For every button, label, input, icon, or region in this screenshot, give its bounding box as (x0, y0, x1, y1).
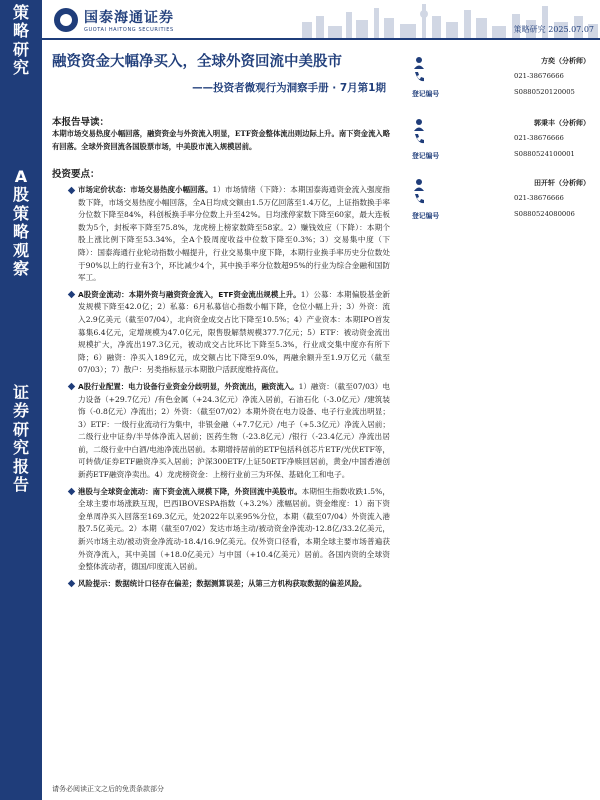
report-type: 策略研究 (513, 25, 546, 34)
side-char: 研 (12, 39, 29, 59)
summary-text: 本期市场交易热度小幅回落，融资资金与外资流入明显，ETF资金整体流出则边际上升。南下资金流入略有回落。全球外资回流各国股票市场，中美股市流入规模居前。 (52, 129, 390, 151)
point-item (52, 486, 390, 574)
analyst-phone: 021-38676666 (514, 72, 564, 80)
investment-points (52, 184, 390, 594)
diamond-bullet-icon (68, 186, 75, 193)
report-meta (514, 24, 594, 35)
risk-lead: 风险提示：数据统计口径存在偏差；数据测算误差； (78, 578, 248, 588)
risk-text: 从第三方机构获取数据的偏差风险。 (248, 578, 367, 588)
diamond-bullet-icon (68, 383, 75, 390)
analyst-reg-number: S0880524080006 (514, 210, 575, 218)
point-lead: A股行业配置：电力设备行业资金分歧明显，外资流出，融资流入。 (78, 381, 299, 391)
point-lead: A股资金流动：本期外资与融资资金流入，ETF资金流出规模上升。 (78, 289, 301, 299)
phone-icon (412, 132, 426, 146)
side-char: 略 (12, 222, 29, 242)
side-char: 券 (12, 401, 29, 421)
point-item (52, 289, 390, 377)
side-char: 究 (12, 438, 29, 458)
side-banner (0, 0, 42, 800)
summary-heading: 本报告导读： (52, 117, 110, 128)
side-char: 告 (12, 474, 29, 494)
analyst-phone: 021-38676666 (514, 134, 564, 142)
side-char: 策 (12, 3, 29, 22)
diamond-bullet-icon (68, 488, 75, 495)
diamond-bullet-icon (68, 291, 75, 298)
report-title: 融资资金大幅净买入，全球外资回流中美股市 (52, 54, 342, 70)
header-divider (42, 38, 600, 40)
report-date: 2025.07.07 (548, 25, 594, 34)
side-char: 证 (12, 383, 29, 402)
side-char: 察 (12, 258, 29, 278)
point-text: 1）市场情绪（下降）：本期国泰海通资金流入强度指数下降，市场交易热度小幅回落，全A日均成交额由1.5万亿回落至1.4万亿，上证指数换手率分位数下降至84%，科创板换手率分位数上升至42%。日均涨停家数下降至60家，最大连板数为5个，封板率下降至75.8%，龙虎榜上榜家数降至58家。2）赚钱效应（下降）：本期个股上涨比例下降至53.34%，全A个股周度收益中位数下降至0.3%；3）交易集中度（下降）：国泰海通行业轮动指数小幅提升，行业交易集中度下降，本期行业换手率历史分位数处于90%以上的行业有3个，环比减少4个，其中换手率分位数超95%的行业为综合金融和国防军工。 (78, 185, 390, 283)
phone-icon (412, 192, 426, 206)
side-char: 报 (12, 456, 29, 476)
side-char: 股 (12, 185, 29, 205)
analyst-reg-number: S0880520120005 (514, 88, 575, 96)
analyst-card (404, 52, 594, 102)
side-char: A (14, 167, 28, 186)
side-char: 研 (12, 419, 29, 439)
phone-icon (412, 70, 426, 84)
side-char: 策 (12, 203, 29, 223)
side-char: 略 (12, 21, 29, 41)
analyst-card (404, 174, 594, 224)
points-heading: 投资要点： (52, 169, 100, 180)
analyst-name: 田开轩（分析师） (534, 179, 590, 187)
diamond-bullet-icon (68, 580, 75, 587)
logo-name-en: GUOTAI HAITONG SECURITIES (84, 27, 174, 33)
side-char: 究 (12, 58, 29, 78)
analyst-reg-label: 登记编号 (412, 212, 440, 220)
point-text: 1）融资：（截至07/03）电力设备（+29.7亿元）/有色金属（+24.3亿元）净流入居前，石油石化（-3.0亿元）/建筑装饰（-0.8亿元）净流出；2）外资：（截至07/02）本期外资在电力设备、电子行业流出明显；3）ETF：一级行业流动行为集中，非银金融（+7.7亿元）/电子（+5.3亿元）净流入居前；二级行业中证券/半导体净流入居前；医药生物（-23.8亿元）/银行（-23.4亿元）净流出居前，二级行业中白酒/电池净流出居前。本期增持居前的ETF包括科创芯片ETF/光伏ETF等，可转债/证券ETF融资净买入居前；沪深300ETF/上证50ETF净赎回居前，黄金/中国香港创新药ETF融资净卖出。4）龙虎榜资金：上榜行业前三为环保、基础化工和电子。 (78, 381, 390, 480)
page-header (42, 0, 600, 40)
side-label-strategy (0, 4, 42, 78)
report-subtitle: ——投资者微观行为洞察手册 · 7月第1期 (192, 82, 386, 94)
company-logo (54, 6, 174, 34)
point-lead: 港股与全球资金流动：南下资金流入规模下降，外资回流中美股市。 (78, 486, 302, 496)
analyst-reg-label: 登记编号 (412, 152, 440, 160)
logo-name-cn: 国泰海通证券 (84, 10, 174, 26)
point-lead: 市场定价状态：市场交易热度小幅回落。 (78, 185, 213, 194)
side-char: 观 (12, 240, 29, 260)
risk-item (52, 578, 390, 591)
analyst-card (404, 114, 594, 164)
side-label-report (0, 384, 42, 494)
point-item (52, 184, 390, 285)
disclaimer-footer: 请务必阅读正文之后的免责条款部分 (52, 785, 164, 793)
analyst-reg-number: S0880524100001 (514, 150, 575, 158)
side-label-a-share (0, 168, 42, 278)
logo-icon (54, 8, 78, 32)
point-text: 本期恒生指数收跌1.5%，全球主要市场涨跌互现，巴西IBOVESPA指数（+3.2%）涨幅居前。资金维度：1）南下资金单周净买入回落至169.3亿元，处2022年以来95%分位，本期（截至07/04）外资流入港股7.5亿美元。2）本期（截至07/02）发达市场主动/被动资金净流动-12.8亿/33.2亿美元，新兴市场主动/被动资金净流动-18.4/16.9亿美元。仅外资口径看，本期全球主要市场普遍获外资净流入，其中美国（+18.0亿美元）与中国（+10.4亿美元）居前。各国内资的全球资金整体流动者，德国/印度流入居前。 (78, 486, 390, 572)
point-item (52, 381, 390, 482)
point-text: 1）公募：本期偏股基金新发规模下降至42.0亿；2）私募：6月私募信心指数小幅下降，仓位小幅上升；3）外资：流入2.9亿美元（截至07/04），北向资金成交占比下降至10.5%；4）产业资本：本期IPO首发募集6.4亿元，定增规模为47.0亿元，限售股解禁规模377.7亿元；5）ETF：被动资金流出规模扩大，净流出197.3亿元，被动成交占比环比下降至5.3%，行业成交集中度亦有所下降；6）融资：净买入189亿元，成交额占比下降至9.0%，两融余额升至1.9万亿元（截至07/03）；7）散户：另类指标显示本期散户活跃度维持高位。 (78, 289, 390, 375)
analyst-name: 郭秉丰（分析师） (534, 119, 590, 127)
analyst-reg-label: 登记编号 (412, 90, 440, 98)
analyst-phone: 021-38676666 (514, 194, 564, 202)
analyst-name: 方奕（分析师） (541, 57, 590, 65)
